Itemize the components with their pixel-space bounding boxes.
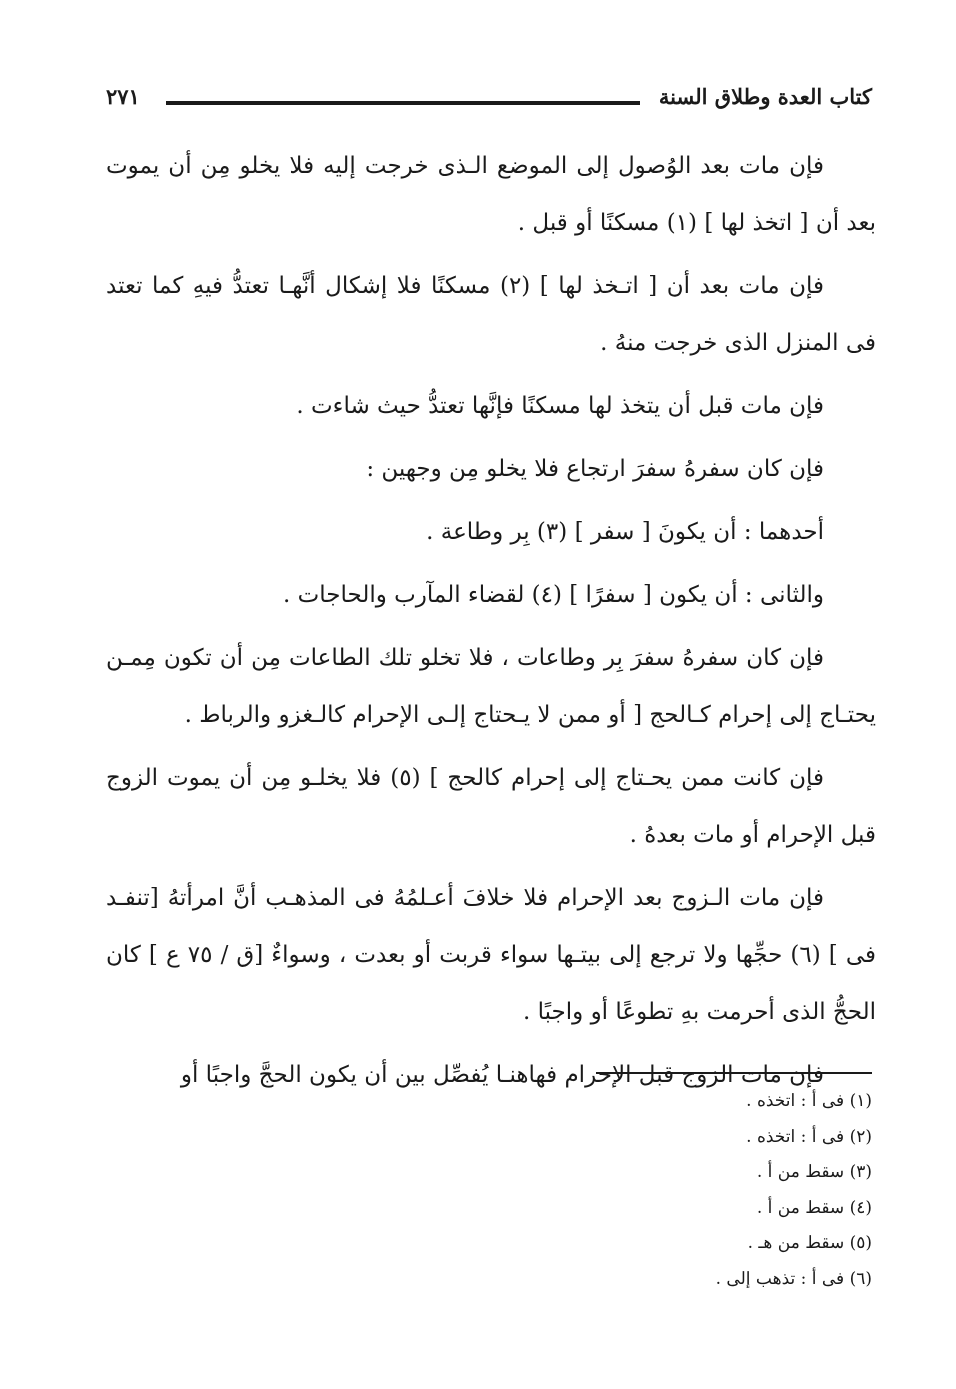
- paragraph-8: فإن كانت ممن يحـتاج إلى إحرام كالحج ] (٥) فلا يخلـو مِن أن يموت الزوج قبل الإحرام أو مات بعدهُ .: [106, 765, 876, 848]
- footnote-3: (٣) سقط من أ .: [756, 1162, 872, 1182]
- footnotes: [472, 1084, 872, 1297]
- paragraph-1: فإن مات بعد الوُصول إلى الموضع الـذى خرجت إليه فلا يخلو مِن أن يموت بعد أن [ اتخذ لها ] (١) مسكنًا أو قبل .: [106, 153, 876, 236]
- footnote-2: (٢) فى أ : اتخذه .: [746, 1126, 872, 1147]
- paragraph-7: فإن كان سفرهُ سفرَ بِر وطاعات ، فلا تخلو تلك الطاعات مِن أن تكون مِمـن يحتـاج إلى إحرام كـالحج [ أو ممن لا يـحتاج إلـى الإحرام كالـغزو والرباط .: [106, 645, 876, 728]
- paragraph-2: فإن مات بعد أن [ اتـخذ لها ] (٢) مسكنًا فلا إشكال أنَّهـا تعتدُّ فيهِ كما تعتد فى المنزل الذى خرجت منهُ .: [106, 273, 876, 356]
- page-number: ٢٧١: [106, 84, 140, 109]
- footnote-4: (٤) سقط من أ .: [756, 1197, 872, 1218]
- running-header: [106, 80, 872, 120]
- header-title: كتاب العدة وطلاق السنة: [658, 84, 872, 109]
- main-text: [106, 138, 876, 1110]
- footnote-6: (٦) فى أ : تذهب إلى .: [715, 1268, 872, 1289]
- paragraph-5: أحدهما : أن يكونَ [ سفر ] (٣) بِر وطاعة .: [426, 519, 824, 545]
- paragraph-9: فإن مات الـزوج بعد الإحرام فلا خلافَ أعـلمُهُ فى المذهـب أنَّ امرأتهُ [تنفـد فى ] (٦) حجِّها ولا ترجع إلى بيتـها سواء قربت أو بعدت ، وسواءٌ [ق / ٧٥ ع ] كان الحجُّ الذى أحرمت بهِ تطوعًا أو واجبًا .: [106, 885, 876, 1025]
- paragraph-6: والثانى : أن يكون [ سفرًا ] (٤) لقضاء المآرب والحاجات .: [282, 582, 824, 608]
- paragraph-10: فإن مات الزوج قبل الإحرام فهاهنـا يُفصِّل بين أن يكون الحجَّ واجبًا أو: [180, 1062, 824, 1088]
- header-rule: [166, 101, 640, 105]
- paragraph-4: فإن كان سفرهُ سفرَ ارتجاع فلا يخلو مِن وجهين :: [366, 456, 824, 482]
- footnote-1: (١) فى أ : اتخذه .: [746, 1091, 872, 1111]
- footnote-separator: [596, 1072, 872, 1074]
- footnote-5: (٥) سقط من هـ .: [747, 1233, 872, 1253]
- paragraph-3: فإن مات قبل أن يتخذ لها مسكنًا فإنَّها تعتدُّ حيث شاءت .: [296, 393, 824, 419]
